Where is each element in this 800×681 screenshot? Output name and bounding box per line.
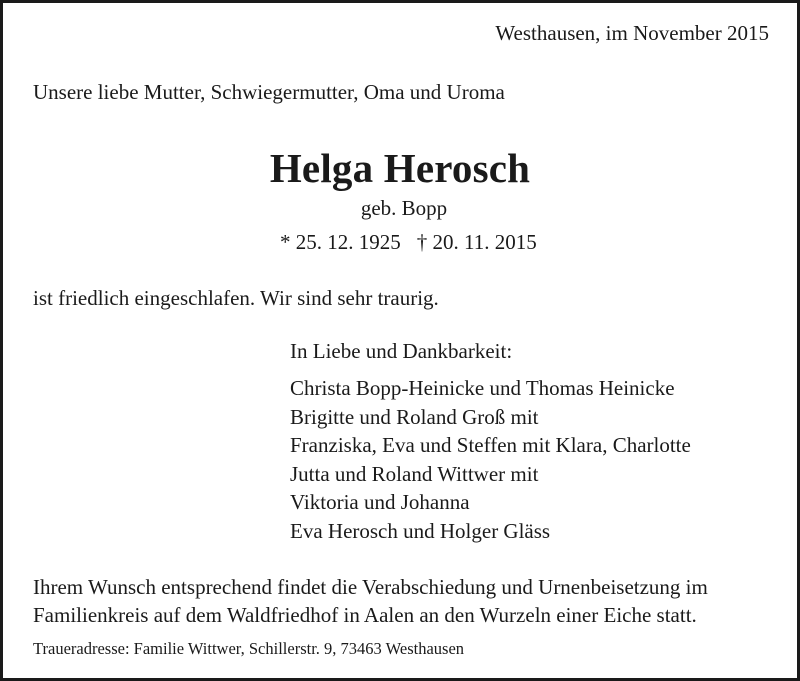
closing-line: Familienkreis auf dem Waldfriedhof in Aalen an den Wurzeln einer Eiche statt. bbox=[33, 603, 697, 627]
place-date: Westhausen, im November 2015 bbox=[495, 21, 769, 45]
mourner-entry: Jutta und Roland Wittwer mit bbox=[290, 461, 539, 486]
life-dates bbox=[280, 232, 537, 253]
closing-line: Ihrem Wunsch entsprechend findet die Verabschiedung und Urnenbeisetzung im bbox=[33, 575, 708, 599]
intro-text: Unsere liebe Mutter, Schwiegermutter, Oma und Uroma bbox=[33, 80, 505, 104]
closing-paragraph bbox=[33, 573, 708, 629]
mourners-heading: In Liebe und Dankbarkeit: bbox=[290, 339, 513, 363]
mourners-list bbox=[290, 374, 691, 546]
mourner-entry: Eva Herosch und Holger Gläss bbox=[290, 518, 551, 543]
deceased-name: Helga Herosch bbox=[269, 145, 531, 191]
mourner-entry: Brigitte und Roland Groß mit bbox=[290, 404, 539, 429]
maiden-name: geb. Bopp bbox=[360, 196, 448, 220]
mourner-entry: Christa Bopp-Heinicke und Thomas Heinicke bbox=[290, 376, 675, 400]
mourner-entry: Franziska, Eva und Steffen mit Klara, Charlotte bbox=[290, 433, 691, 458]
mourning-address: Traueradresse: Familie Wittwer, Schillerstr. 9, 73463 Westhausen bbox=[33, 639, 465, 658]
death-date: † 20. 11. 2015 bbox=[416, 230, 537, 254]
birth-date: * 25. 12. 1925 bbox=[280, 230, 401, 254]
statement-text: ist friedlich eingeschlafen. Wir sind sehr traurig. bbox=[33, 286, 439, 310]
mourners-block bbox=[290, 341, 691, 546]
mourner-entry: Viktoria und Johanna bbox=[290, 490, 470, 515]
